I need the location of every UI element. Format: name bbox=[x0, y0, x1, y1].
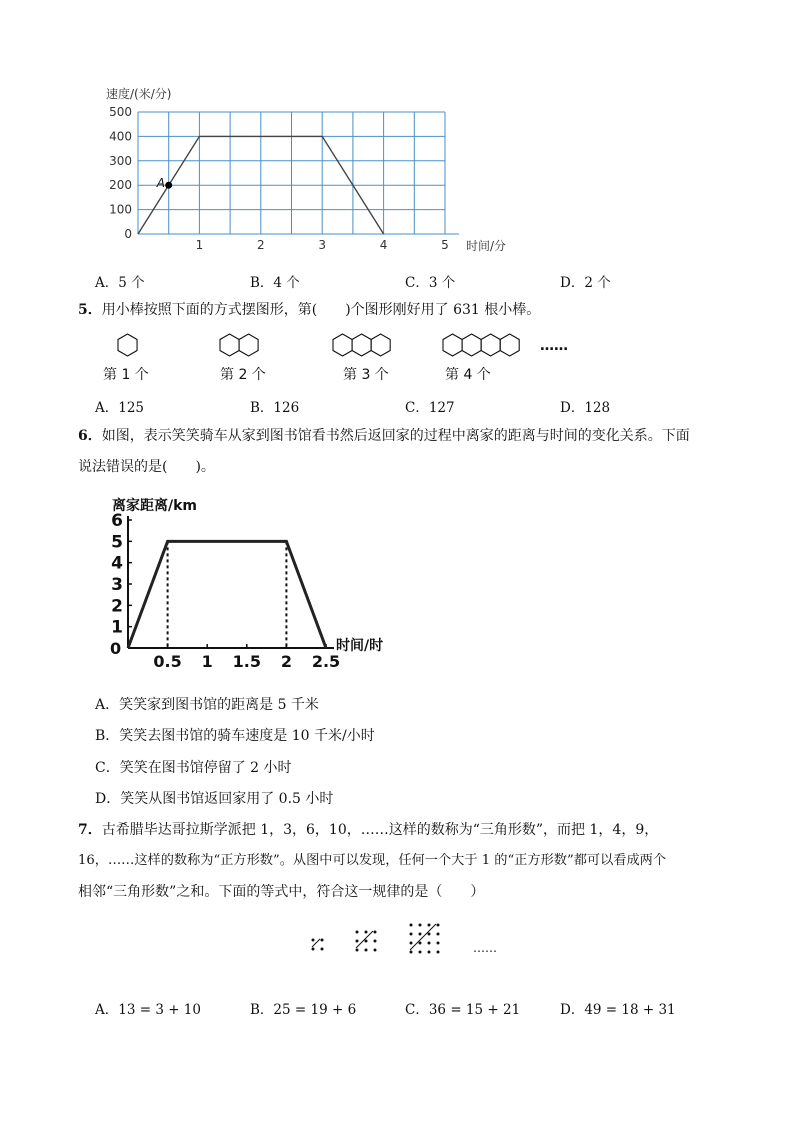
speed-time-chart bbox=[100, 82, 530, 260]
dot-3x3 bbox=[374, 931, 377, 934]
dot-4x4 bbox=[437, 924, 440, 927]
dot-3x3 bbox=[356, 931, 359, 934]
hexagon-4-cell bbox=[500, 334, 519, 356]
hexagon-figures bbox=[118, 334, 519, 356]
q7-question-line3: 相邻“三角形数”之和。下面的等式中，符合这一规律的是（ ） bbox=[78, 884, 485, 900]
dot-4x4 bbox=[437, 933, 440, 936]
dot-3x3 bbox=[374, 949, 377, 952]
chart1-y-tick-label: 500 bbox=[109, 105, 132, 119]
dot-4x4 bbox=[419, 924, 422, 927]
dot-3x3 bbox=[365, 949, 368, 952]
chart1-ylabel: 速度/(米/分) bbox=[106, 87, 172, 101]
chart1-xlabel: 时间/分 bbox=[466, 239, 507, 253]
q7-option-c[interactable]: C．36 = 15 + 21 bbox=[405, 1002, 521, 1018]
chart1-x-tick-label: 4 bbox=[379, 238, 388, 252]
chart2-x-tick-label: 2.5 bbox=[311, 652, 341, 671]
chart2-series-line bbox=[128, 541, 326, 648]
dot-4x4 bbox=[410, 933, 413, 936]
dot-4x4 bbox=[410, 942, 413, 945]
q7-question-line2: 16，……这样的数称为“正方形数”。从图中可以发现，任何一个大于 1 的“正方形数”都可以看成两个 bbox=[78, 853, 667, 868]
chart1-y-tick-label: 200 bbox=[109, 178, 132, 193]
q6-option-c[interactable]: C．笑笑在图书馆停留了 2 小时 bbox=[95, 760, 292, 776]
hex-label-3: 第 3 个 bbox=[343, 367, 389, 383]
q4-option-b[interactable]: B．4 个 bbox=[250, 275, 300, 291]
dot-4x4 bbox=[419, 933, 422, 936]
dot-2x2 bbox=[321, 948, 324, 951]
dot-2x2 bbox=[312, 948, 315, 951]
chart1-grid bbox=[138, 112, 459, 234]
hexagon-3-cell bbox=[371, 334, 390, 356]
chart1-x-tick-label: 5 bbox=[441, 238, 449, 252]
hex-ellipsis: …… bbox=[540, 338, 568, 354]
q5-question: 5．用小棒按照下面的方式摆图形，第( )个图形刚好用了 631 根小棒。 bbox=[78, 302, 541, 318]
dot-4x4 bbox=[428, 951, 431, 954]
dot-4x4 bbox=[428, 924, 431, 927]
hexagon-3-cell bbox=[333, 334, 352, 356]
q7-option-b[interactable]: B．25 = 19 + 6 bbox=[250, 1002, 357, 1018]
dot-divider-line bbox=[410, 924, 436, 950]
chart2-y-tick-label: 5 bbox=[111, 532, 123, 553]
chart1-y-tick-label: 0 bbox=[124, 227, 132, 241]
chart2-x-tick-label: 1.5 bbox=[232, 652, 261, 671]
hexagon-4-cell bbox=[443, 334, 462, 356]
hex-label-1: 第 1 个 bbox=[103, 367, 149, 383]
hex-label-4: 第 4 个 bbox=[445, 367, 491, 383]
dot-4x4 bbox=[428, 942, 431, 945]
q5-option-a[interactable]: A．125 bbox=[95, 400, 145, 416]
q7-option-d[interactable]: D．49 = 18 + 31 bbox=[560, 1002, 676, 1018]
chart2-x-tick-label: 1 bbox=[201, 652, 213, 671]
chart2-y-tick-label: 1 bbox=[111, 617, 123, 638]
q7-question-line1: 7．古希腊毕达哥拉斯学派把 1，3，6，10，……这样的数称为“三角形数”，而把 1，4，9， bbox=[78, 822, 659, 838]
chart1-y-tick-label: 400 bbox=[109, 129, 132, 144]
q6-option-a[interactable]: A．笑笑家到图书馆的距离是 5 千米 bbox=[95, 697, 319, 713]
q6-option-b[interactable]: B．笑笑去图书馆的骑车速度是 10 千米/小时 bbox=[95, 728, 375, 744]
dot-2x2 bbox=[312, 939, 315, 942]
dot-3x3 bbox=[356, 949, 359, 952]
hexagon-1-cell bbox=[118, 334, 137, 356]
hexagon-2-cell bbox=[220, 334, 239, 356]
chart1-y-tick-label: 300 bbox=[109, 153, 132, 168]
dot-4x4 bbox=[419, 942, 422, 945]
dot-ellipsis: …… bbox=[473, 941, 497, 955]
chart1-point-a bbox=[165, 182, 172, 189]
chart2-x-tick-label: 2 bbox=[280, 652, 292, 671]
dot-3x3 bbox=[365, 940, 368, 943]
chart1-x-tick-label: 3 bbox=[318, 238, 327, 252]
q5-option-b[interactable]: B．126 bbox=[250, 400, 300, 416]
dot-4x4 bbox=[437, 951, 440, 954]
q5-option-d[interactable]: D．128 bbox=[560, 400, 611, 416]
hexagon-2-cell bbox=[239, 334, 258, 356]
hex-label-2: 第 2 个 bbox=[220, 367, 266, 383]
chart2-origin-label: 0 bbox=[110, 639, 122, 658]
q7-option-a[interactable]: A．13 = 3 + 10 bbox=[95, 1002, 201, 1018]
dot-pattern-figure bbox=[305, 920, 515, 982]
q6-question-line1: 6．如图，表示笑笑骑车从家到图书馆看书然后返回家的过程中离家的距离与时间的变化关系。下面 bbox=[78, 428, 690, 444]
chart2-xlabel: 时间/时 bbox=[336, 638, 384, 654]
chart2-ylabel: 离家距离/km bbox=[112, 498, 198, 514]
dot-4x4 bbox=[419, 951, 422, 954]
chart2-y-tick-label: 4 bbox=[111, 553, 123, 574]
dot-4x4 bbox=[410, 924, 413, 927]
chart1-point-a-label: A bbox=[156, 176, 165, 191]
dot-divider-line bbox=[356, 931, 373, 948]
dot-2x2 bbox=[321, 939, 324, 942]
chart2-y-tick-label: 6 bbox=[111, 511, 123, 531]
chart2-dashed-guides bbox=[168, 541, 287, 648]
chart1-y-ticks bbox=[109, 105, 132, 241]
q4-option-c[interactable]: C．3 个 bbox=[405, 275, 456, 291]
hexagon-3-cell bbox=[352, 334, 371, 356]
q4-option-d[interactable]: D．2 个 bbox=[560, 275, 611, 291]
dot-4x4 bbox=[437, 942, 440, 945]
dot-4x4 bbox=[428, 933, 431, 936]
chart1-y-tick-label: 100 bbox=[109, 202, 132, 217]
hexagon-sequence-figure bbox=[95, 328, 595, 386]
chart2-axes bbox=[128, 516, 334, 648]
chart1-x-tick-label: 2 bbox=[256, 238, 265, 252]
hexagon-4-cell bbox=[481, 334, 500, 356]
chart2-y-tick-label: 2 bbox=[111, 596, 123, 617]
dot-3x3 bbox=[374, 940, 377, 943]
chart2-x-tick-label: 0.5 bbox=[153, 652, 182, 671]
hexagon-4-cell bbox=[462, 334, 481, 356]
distance-time-chart bbox=[104, 490, 404, 672]
dot-3x3 bbox=[356, 940, 359, 943]
q4-option-a[interactable]: A．5 个 bbox=[95, 275, 145, 291]
chart2-y-tick-label: 3 bbox=[111, 575, 123, 595]
dot-3x3 bbox=[365, 931, 368, 934]
chart1-x-tick-label: 1 bbox=[195, 238, 204, 252]
q6-question-line2: 说法错误的是( )。 bbox=[78, 459, 215, 475]
chart1-x-ticks bbox=[196, 238, 449, 252]
q6-option-d[interactable]: D．笑笑从图书馆返回家用了 0.5 小时 bbox=[95, 791, 334, 807]
dot-4x4 bbox=[410, 951, 413, 954]
q5-option-c[interactable]: C．127 bbox=[405, 400, 455, 416]
dot-patterns bbox=[312, 924, 440, 954]
